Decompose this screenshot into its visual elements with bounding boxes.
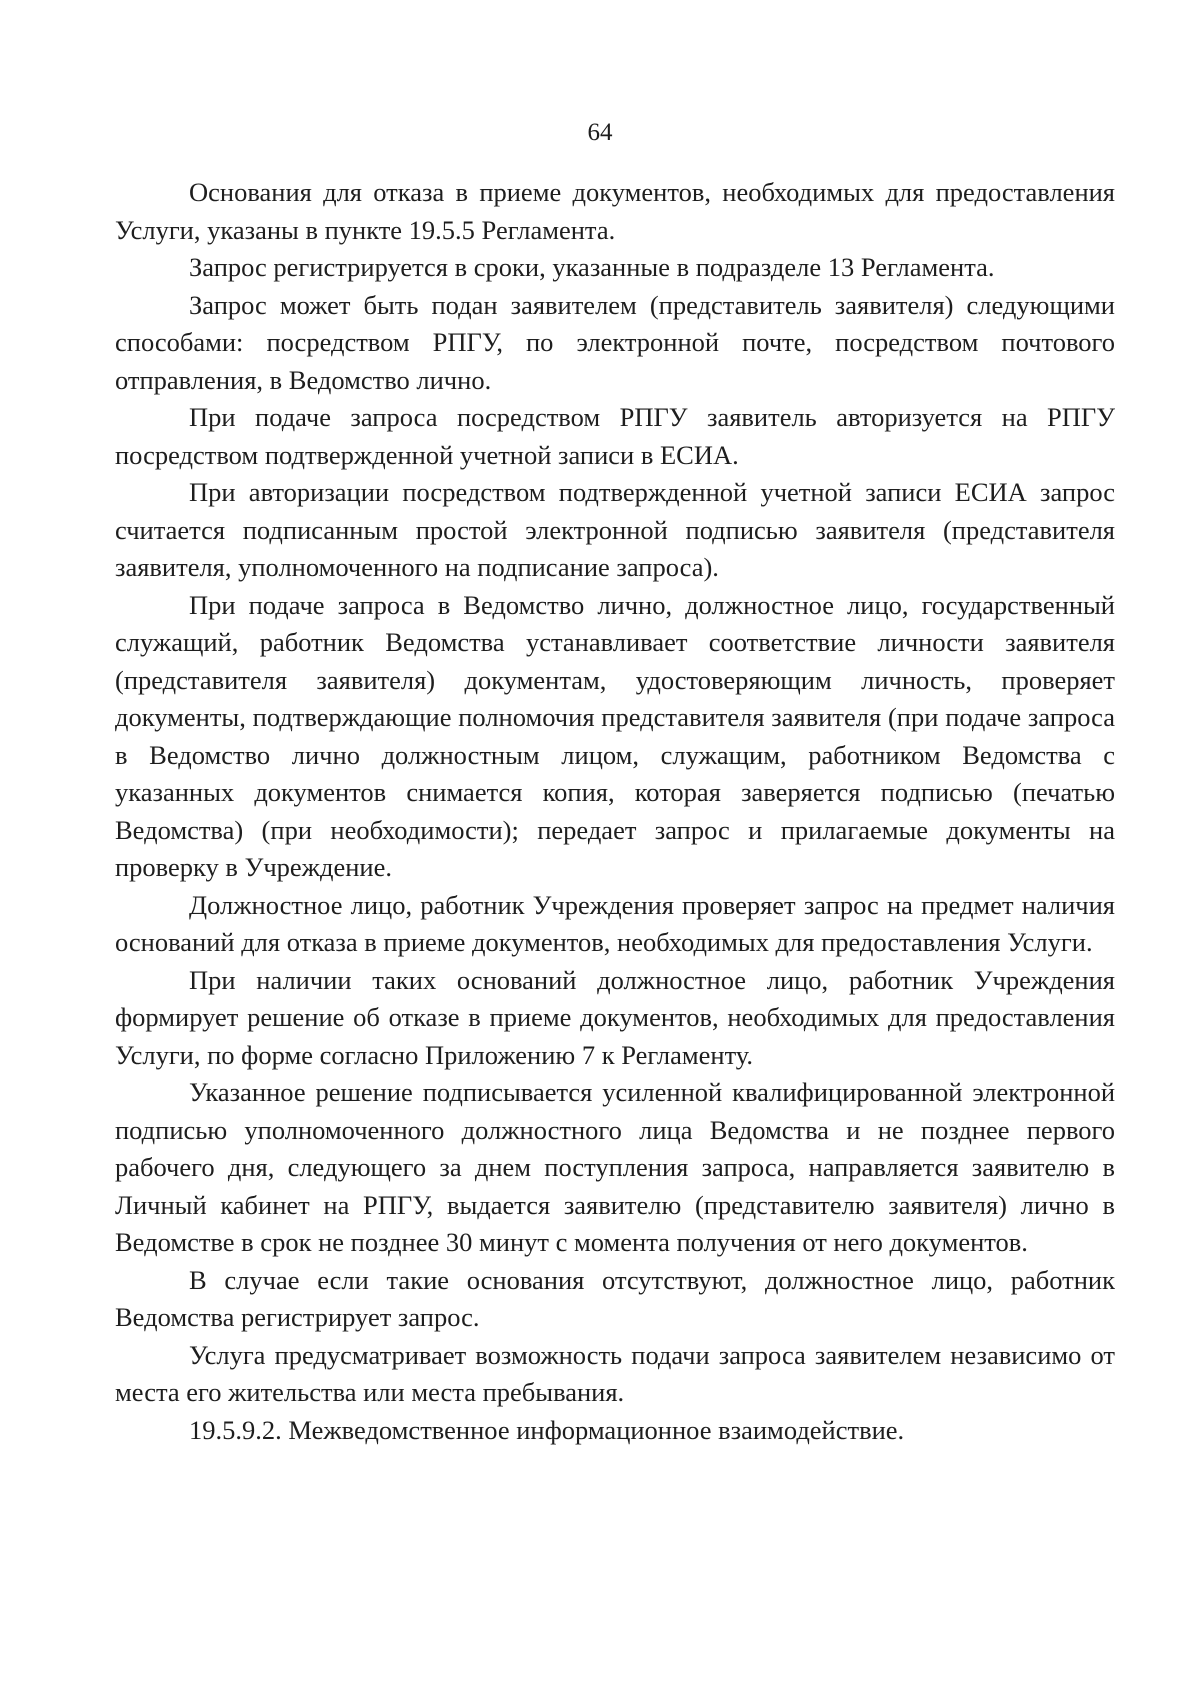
- paragraph-registration-terms: Запрос регистрируется в сроки, указанные в подразделе 13 Регламента.: [189, 252, 995, 282]
- document-body: [115, 174, 1115, 1449]
- paragraph-esia-signature: При авторизации посредством подтвержденной учетной записи ЕСИА запрос считается подписанным простой электронной подписью заявителя (представителя заявителя, уполномоченного на подписание запроса).: [115, 477, 1115, 582]
- page-number: 64: [587, 119, 613, 146]
- section-heading-19-5-9-2: 19.5.9.2. Межведомственное информационное взаимодействие.: [189, 1414, 905, 1445]
- paragraph-refusal-grounds: Основания для отказа в приеме документов, необходимых для предоставления Услуги, указаны в пункте 19.5.5 Регламента.: [115, 177, 1115, 245]
- paragraph-request-check: Должностное лицо, работник Учреждения проверяет запрос на предмет наличия оснований для отказа в приеме документов, необходимых для предоставления Услуги.: [115, 889, 1115, 957]
- paragraph-decision-signing: Указанное решение подписывается усиленной квалифицированной электронной подписью уполномоченного должностного лица Ведомства и не позднее первого рабочего дня, следующего за днем поступления запроса, направляется заявителю в Личный кабинет на РПГУ, выдается заявителю (представителю заявителя) лично в Ведомстве в срок не позднее 30 минут с момента получения от него документов.: [115, 1077, 1115, 1257]
- paragraph-in-person-submission: При подаче запроса в Ведомство лично, должностное лицо, государственный служащий, работник Ведомства устанавливает соответствие личности заявителя (представителя заявителя) документам, удостоверяющим личность, проверяет документы, подтверждающие полномочия представителя заявителя (при подаче запроса в Ведомство лично должностным лицом, служащим, работником Ведомства с указанных документов снимается копия, которая заверяется подписью (печатью Ведомства) (при необходимости); передает запрос и прилагаемые документы на проверку в Учреждение.: [115, 589, 1115, 882]
- paragraph-refusal-decision: При наличии таких оснований должностное лицо, работник Учреждения формирует решение об отказе в приеме документов, необходимых для предоставления Услуги, по форме согласно Приложению 7 к Регламенту.: [115, 964, 1115, 1070]
- paragraph-extraterritorial: Услуга предусматривает возможность подачи запроса заявителем независимо от места его жительства или места пребывания.: [115, 1339, 1115, 1407]
- paragraph-rpgu-authorization: При подаче запроса посредством РПГУ заявитель авторизуется на РПГУ посредством подтвержденной учетной записи в ЕСИА.: [115, 402, 1115, 470]
- paragraph-submission-methods: Запрос может быть подан заявителем (представитель заявителя) следующими способами: посредством РПГУ, по электронной почте, посредством почтового отправления, в Ведомство лично.: [115, 289, 1115, 395]
- paragraph-request-registration: В случае если такие основания отсутствуют, должностное лицо, работник Ведомства регистрирует запрос.: [115, 1264, 1115, 1332]
